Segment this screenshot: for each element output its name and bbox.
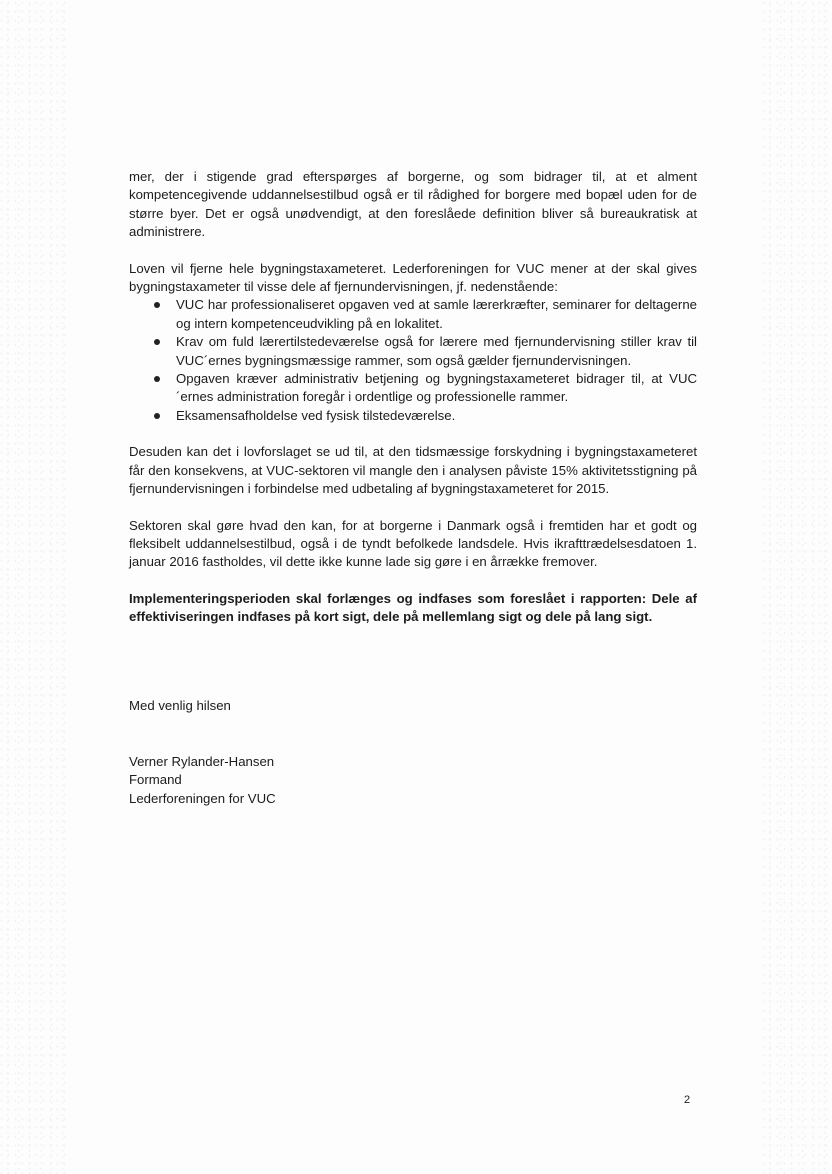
signatory-title: Formand (129, 772, 182, 788)
bullet-icon (154, 339, 160, 345)
list-item (129, 296, 697, 333)
list-item-text: Eksamensafholdelse ved fysisk tilstedeværelse. (176, 407, 456, 423)
signatory-name: Verner Rylander-Hansen (129, 753, 275, 769)
page-number: 2 (684, 1094, 691, 1106)
scan-texture-left (0, 0, 70, 1174)
list-item (129, 407, 697, 425)
paragraph-time-shift: Desuden kan det i lovforslaget se ud til, at den tidsmæssige forskydning i bygningstaxameteret får den konsekvens, at VUC-sektoren vil mangle den i analysen påviste 15% aktivitetsstigning på fjernundervisningen i forbindelse med udbetaling af bygningstaxameteret for 2015. (129, 444, 697, 497)
list-item-text: Opgaven kræver administrativ betjening og bygningstaxameteret bidrager til, at VUC´ernes administration foregår i ordentlige og professionelle rammer. (176, 371, 697, 405)
list-item (129, 333, 697, 370)
signatory-organization: Lederforeningen for VUC (129, 790, 276, 806)
letter-body (129, 168, 697, 808)
paragraph-sector: Sektoren skal gøre hvad den kan, for at borgerne i Danmark også i fremtiden har et godt og fleksibelt uddannelsestilbud, også i de tyndt befolkede landsdele. Hvis ikrafttrædelsesdatoen 1. januar 2016 fastholdes, vil dette ikke kunne lade sig gøre i en årrække fremover. (129, 517, 697, 570)
list-item-text: VUC har professionaliseret opgaven ved at samle lærerkræfter, seminarer for deltagerne og intern kompetenceudvikling på en lokalitet. (176, 297, 697, 331)
bullet-list (129, 296, 697, 425)
list-item-text: Krav om fuld lærertilstedeværelse også for lærere med fjernundervisning stiller krav til VUC´ernes bygningsmæssige rammer, som også gælder fjernundervisningen. (176, 334, 697, 368)
list-item (129, 370, 697, 407)
bullet-icon (154, 302, 160, 308)
paragraph-building-taximeter: Loven vil fjerne hele bygningstaxameteret. Lederforeningen for VUC mener at der skal gives bygningstaxameter til visse dele af fjernundervisningen, jf. nedenstående: (129, 260, 697, 295)
closing-salutation: Med venlig hilsen (129, 697, 231, 713)
signature-block (129, 753, 697, 808)
bullet-icon (154, 376, 160, 382)
scan-texture-right (762, 0, 832, 1174)
paragraph-continuation: mer, der i stigende grad efterspørges af borgerne, og som bidrager til, at et alment kompetencegivende uddannelsestilbud også er til rådighed for borgere med bopæl uden for de større byer. Det er også unødvendigt, at den foreslåede definition bliver så bureaukratisk at administrere. (129, 169, 697, 240)
paragraph-implementation: Implementeringsperioden skal forlænges og indfases som foreslået i rapporten: Dele af effektiviseringen indfases på kort sigt, dele på mellemlang sigt og dele på lang sigt. (129, 590, 697, 625)
bullet-icon (154, 413, 160, 419)
